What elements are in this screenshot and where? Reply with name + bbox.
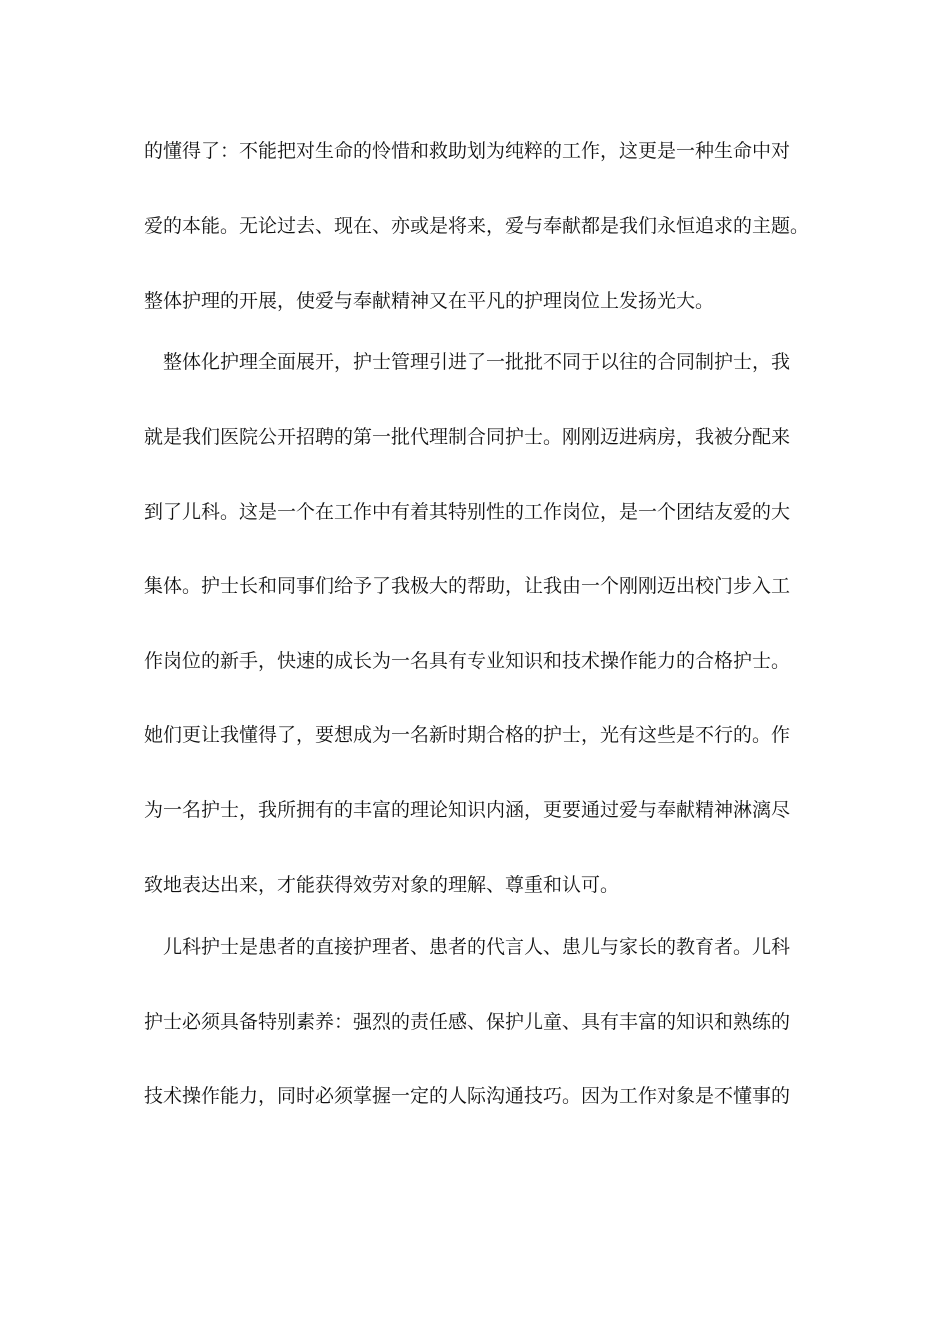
paragraph-start-line: 整体化护理全面展开，护士管理引进了一批批不同于以往的合同制护士，我 xyxy=(163,351,791,373)
text-line: 就是我们医院公开招聘的第一批代理制合同护士。刚刚迈进病房，我被分配来 xyxy=(144,426,791,448)
text-line: 到了儿科。这是一个在工作中有着其特别性的工作岗位，是一个团结友爱的大 xyxy=(144,501,791,523)
text-line: 作岗位的新手，快速的成长为一名具有专业知识和技术操作能力的合格护士。 xyxy=(144,650,791,672)
text-line: 集体。护士长和同事们给予了我极大的帮助，让我由一个刚刚迈出校门步入工 xyxy=(144,575,791,597)
text-line: 她们更让我懂得了，要想成为一名新时期合格的护士，光有这些是不行的。作 xyxy=(144,724,791,746)
text-line: 爱的本能。无论过去、现在、亦或是将来，爱与奉献都是我们永恒追求的主题。 xyxy=(144,215,810,237)
text-line: 的懂得了：不能把对生命的怜惜和救助划为纯粹的工作，这更是一种生命中对 xyxy=(144,140,791,162)
text-line: 为一名护士，我所拥有的丰富的理论知识内涵，更要通过爱与奉献精神淋漓尽 xyxy=(144,799,791,821)
text-line: 整体护理的开展，使爱与奉献精神又在平凡的护理岗位上发扬光大。 xyxy=(144,290,715,312)
text-line: 护士必须具备特别素养：强烈的责任感、保护儿童、具有丰富的知识和熟练的 xyxy=(144,1011,791,1033)
paragraph-start-line: 儿科护士是患者的直接护理者、患者的代言人、患儿与家长的教育者。儿科 xyxy=(163,936,791,958)
text-line: 致地表达出来，才能获得效劳对象的理解、尊重和认可。 xyxy=(144,874,620,896)
text-line: 技术操作能力，同时必须掌握一定的人际沟通技巧。因为工作对象是不懂事的 xyxy=(144,1085,791,1107)
